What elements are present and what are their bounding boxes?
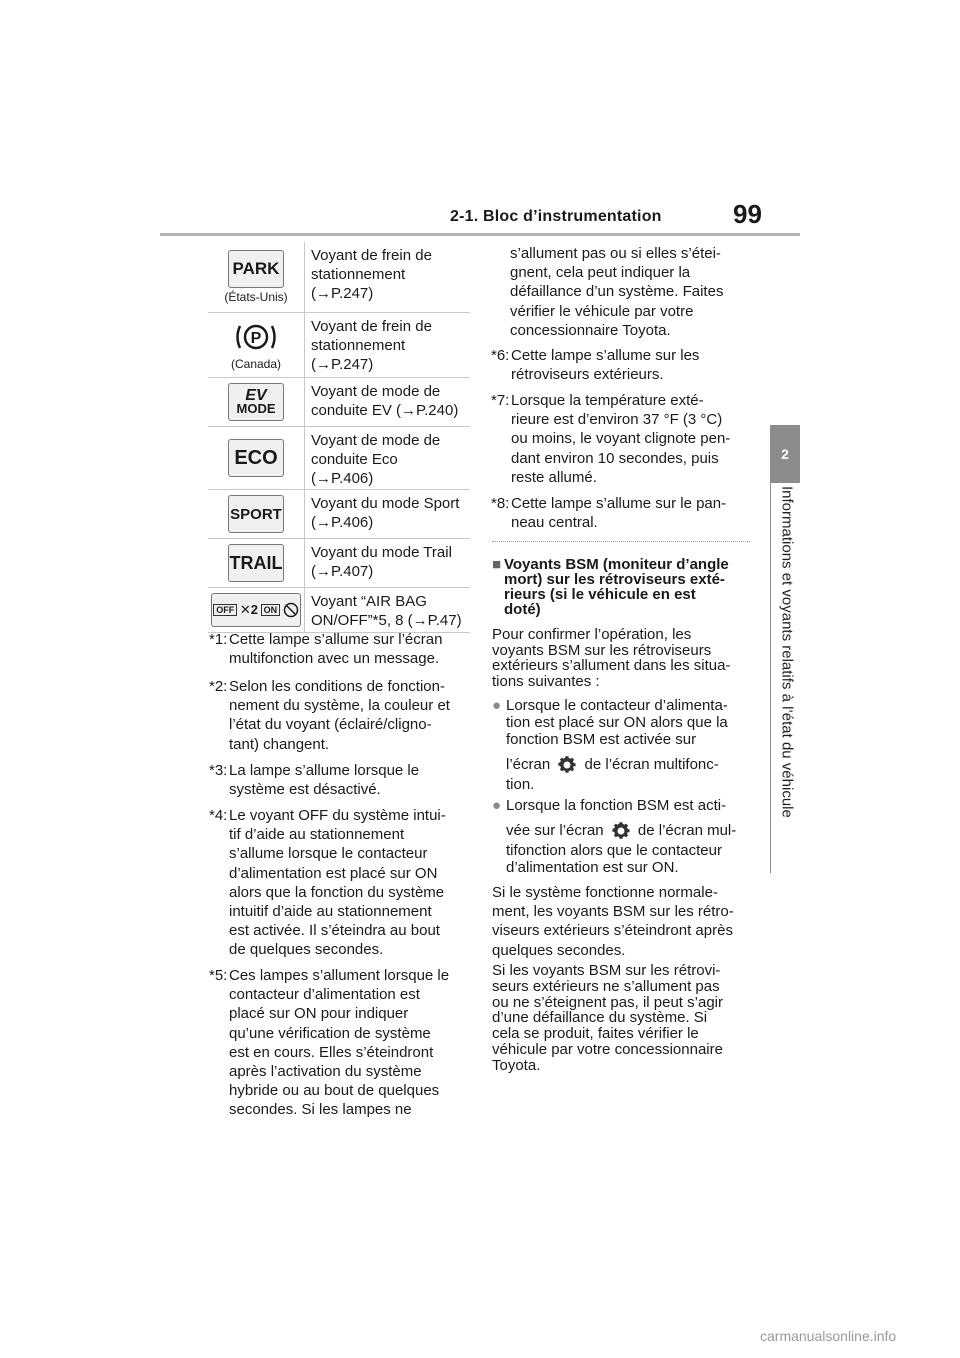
footnote-line: est en cours. Elles s’éteindront [229, 1043, 434, 1061]
footnote-line: tif d’aide au stationnement [229, 826, 405, 844]
indicator-desc: (→P.406) [311, 514, 374, 531]
bullet-line: tion est placé sur ON alors que la [506, 714, 728, 731]
footnote-line: reste allumé. [511, 468, 597, 486]
footnote-line: La lampe s’allume lorsque le [229, 762, 420, 779]
indicator-desc: stationnement [311, 337, 406, 354]
bullet-dot-icon: ● [492, 797, 502, 814]
footnote-line: multifonction avec un message. [229, 650, 440, 668]
sport-mode-icon: SPORT [228, 495, 284, 533]
paragraph-line: ment, les voyants BSM sur les rétro- [492, 903, 734, 921]
footnote-line: Cette lampe s’allume sur les [511, 347, 700, 364]
paragraph-line: véhicule par votre concessionnaire [492, 1040, 723, 1058]
bullet-line: tifonction alors que le contacteur [506, 842, 722, 860]
eco-mode-icon: ECO [228, 439, 284, 477]
section-title: 2-1. Bloc d’instrumentation [450, 208, 662, 225]
footnote-line: système est désactivé. [229, 781, 381, 799]
heading-line: rieurs (si le véhicule en est [504, 586, 696, 603]
svg-text:P: P [250, 330, 262, 347]
footnote-mark: *8: [491, 495, 510, 512]
footnote [209, 966, 471, 1120]
footnote-line: est activée. Il s’éteindra au bout [229, 922, 440, 940]
bullet-line: fonction BSM est activée sur [506, 731, 697, 748]
footnote-mark: *5: [209, 967, 228, 984]
footnote-line: secondes. Si les lampes ne [229, 1101, 412, 1119]
indicator-row [208, 427, 470, 490]
footnote-line: d’alimentation est placé sur ON [229, 864, 438, 882]
page-number: 99 [733, 199, 762, 229]
paragraph-line: ou ne s’éteignent pas, il peut s’agir [492, 993, 723, 1011]
paragraph-line: viseurs extérieurs s’éteindront après [492, 922, 733, 940]
paragraph-line: Toyota. [492, 1056, 541, 1074]
footnote-line: Selon les conditions de fonction- [229, 678, 445, 695]
footnote-line: alors que la fonction du système [229, 883, 445, 901]
indicator-desc: (→P.247) [311, 285, 374, 302]
heading-line: doté) [504, 601, 541, 618]
footnote-line: gnent, cela peut indiquer la [510, 264, 691, 282]
footnote-mark: *7: [491, 392, 510, 409]
header-rule [160, 233, 800, 236]
footnote [491, 494, 753, 532]
heading-line: mort) sur les rétroviseurs exté- [504, 571, 725, 588]
footnote-line: hybride ou au bout de quelques [229, 1082, 440, 1100]
bullet-line: vée sur l’écran [506, 822, 604, 839]
footnote-line: concessionnaire Toyota. [510, 321, 671, 339]
indicator-desc: Voyant de frein de [311, 247, 432, 264]
indicator-desc: (→P.406) [311, 470, 374, 487]
footnote-line: ou moins, le voyant clignote pen- [511, 430, 731, 448]
indicator-desc: Voyant du mode Trail [311, 544, 452, 561]
bsm-paragraph [492, 883, 754, 960]
footnote [209, 677, 471, 754]
footnote-line: Cette lampe s’allume sur le pan- [511, 495, 727, 512]
paragraph-line: quelques secondes. [492, 941, 626, 959]
bsm-intro [492, 627, 754, 689]
bullet-line: de l’écran multifonc- [584, 756, 719, 773]
footnote-line: Le voyant OFF du système intui- [229, 807, 446, 824]
gear-icon [610, 820, 632, 842]
bullet-line: l’écran [506, 756, 551, 773]
footnote-mark: *2: [209, 678, 228, 695]
paragraph-line: d’une défaillance du système. Si [492, 1009, 708, 1027]
indicator-desc: Voyant de frein de [311, 318, 432, 335]
indicator-table [208, 242, 470, 633]
indicator-row [208, 490, 470, 539]
bullet-line: tion. [506, 776, 535, 794]
bsm-heading [492, 557, 754, 617]
footnote-line: intuitif d’aide au stationnement [229, 903, 432, 921]
footnote-mark: *3: [209, 762, 228, 779]
indicator-row [208, 242, 470, 313]
heading-line: Voyants BSM (moniteur d’angle [504, 556, 729, 573]
footnote-line: s’allument pas ou si elles s’étei- [510, 245, 721, 262]
footnote [209, 630, 471, 668]
footnote-continuation [510, 244, 760, 340]
chapter-title: Informations et voyants relatifs à l’état du véhicule [778, 486, 796, 818]
park-brake-icon: PARK [228, 250, 284, 288]
footnote-line: contacteur d’alimentation est [229, 986, 420, 1004]
paragraph-line: seurs extérieurs ne s’allument pas [492, 977, 720, 995]
square-bullet-icon: ■ [492, 556, 502, 573]
ev-mode-icon: EV MODE [228, 383, 284, 421]
footnote-line: de quelques secondes. [229, 941, 384, 959]
paragraph-line: tions suivantes : [492, 672, 600, 690]
indicator-desc: ON/OFF”*5, 8 (→P.47) [311, 612, 462, 629]
footnote-line: dant environ 10 secondes, puis [511, 449, 719, 467]
footnote-line: s’allume lorsque le contacteur [229, 845, 428, 863]
bullet-line: Lorsque la fonction BSM est acti- [506, 797, 727, 814]
region-label: (Canada) [230, 357, 282, 371]
footnote-line: défaillance d’un système. Faites [510, 283, 724, 301]
indicator-desc: conduite Eco [311, 451, 398, 468]
indicator-desc: Voyant de mode de [311, 383, 441, 400]
footnote-line: tant) changent. [229, 735, 330, 753]
footnote-line: rieure est d’environ 37 °F (3 °C) [511, 411, 723, 429]
paragraph-line: voyants BSM sur les rétroviseurs [492, 641, 712, 659]
bullet-line: de l’écran mul- [637, 822, 737, 839]
paragraph-line: Si les voyants BSM sur les rétrovi- [492, 962, 721, 979]
indicator-desc: stationnement [311, 266, 406, 283]
footnote-line: placé sur ON pour indiquer [229, 1005, 409, 1023]
footnote [209, 806, 471, 960]
gear-icon [556, 754, 578, 776]
footnote-line: l’état du voyant (éclairé/cligno- [229, 716, 432, 734]
bsm-paragraph [492, 963, 754, 1074]
footnote-line: Lorsque la température exté- [511, 392, 704, 409]
paragraph-line: cela se produit, faites vérifier le [492, 1025, 699, 1043]
footnote-line: après l’activation du système [229, 1063, 422, 1081]
footnote-mark: *1: [209, 631, 228, 648]
footnote-line: rétroviseurs extérieurs. [511, 366, 664, 384]
footnote-mark: *4: [209, 807, 228, 824]
indicator-desc: Voyant du mode Sport [311, 495, 460, 512]
footnote-mark: *6: [491, 347, 510, 364]
indicator-row [208, 539, 470, 588]
bullet-line: d’alimentation est sur ON. [506, 859, 679, 877]
trail-mode-icon: TRAIL [228, 544, 284, 582]
paragraph-line: Si le système fonctionne normale- [492, 884, 718, 901]
bullet-dot-icon: ● [492, 697, 502, 714]
indicator-row [208, 313, 470, 378]
footnote-line: Cette lampe s’allume sur l’écran [229, 631, 443, 648]
footnote-line: qu’une vérification de système [229, 1024, 431, 1042]
paragraph-line: extérieurs s’allument dans les situa- [492, 657, 731, 674]
bullet-line: Lorsque le contacteur d’alimenta- [506, 697, 728, 714]
footnote [209, 761, 471, 799]
indicator-desc: Voyant “AIR BAG [311, 593, 427, 610]
footnote [491, 391, 753, 487]
footnote-line: Ces lampes s’allument lorsque le [229, 967, 450, 984]
footnote-line: nement du système, la couleur et [229, 697, 450, 715]
circled-p-brake-icon [229, 319, 283, 355]
watermark: carmanualsonline.info [760, 1328, 897, 1344]
footnote-line: vérifier le véhicule par votre [510, 302, 694, 320]
bsm-bullet [492, 697, 754, 793]
indicator-desc: (→P.407) [311, 563, 374, 580]
region-label: (États-Unis) [224, 290, 288, 304]
chapter-tab[interactable]: 2 [770, 425, 800, 483]
indicator-desc: Voyant de mode de [311, 432, 441, 449]
indicator-row [208, 588, 470, 633]
indicator-desc: (→P.247) [311, 356, 374, 373]
footnote-line: neau central. [511, 514, 598, 532]
bsm-bullet [492, 797, 754, 876]
indicator-desc: conduite EV (→P.240) [311, 402, 459, 419]
airbag-onoff-icon: OFF ✕2 ON [211, 593, 301, 627]
paragraph-line: Pour confirmer l’opération, les [492, 626, 692, 643]
footnote [491, 346, 753, 384]
section-divider [492, 541, 750, 542]
indicator-row [208, 378, 470, 427]
